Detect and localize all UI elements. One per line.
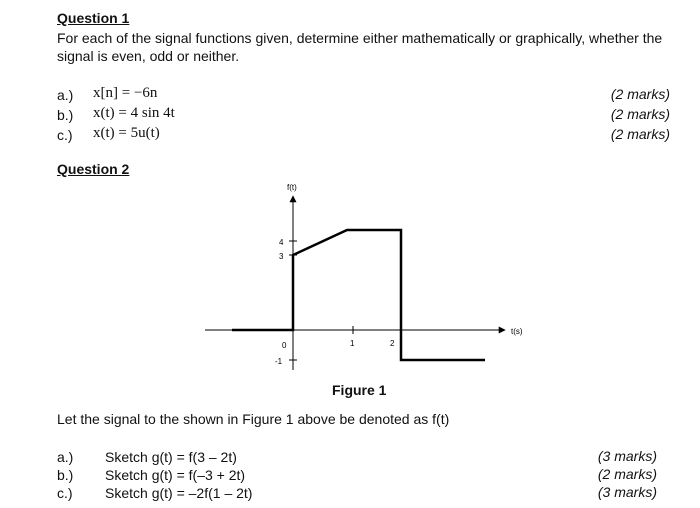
x-tick-label-1: 1 [350, 339, 355, 348]
x-tick-label-0: 0 [282, 341, 287, 350]
q2-part-a-marks: (3 marks) [597, 448, 657, 464]
x-axis-label: t(s) [511, 327, 523, 336]
series-line-f-of-t [232, 230, 485, 360]
q1-part-a-marks: (2 marks) [610, 86, 670, 102]
x-tick-label-2: 2 [390, 339, 395, 348]
q2-part-b-marks: (2 marks) [597, 466, 657, 482]
q1-intro-line2: signal is even, odd or neither. [57, 48, 240, 64]
q1-part-a-label: a.) [57, 87, 74, 103]
q2-part-a-text: Sketch g(t) = f(3 – 2t) [105, 449, 237, 465]
q2-part-b-label: b.) [57, 467, 74, 483]
q2-part-b-text: Sketch g(t) = f(–3 + 2t) [105, 467, 246, 483]
q1-part-b-expr: x(t) = 4 sin 4t [93, 105, 175, 121]
figure-caption: Figure 1 [332, 382, 387, 398]
q2-part-c-label: c.) [57, 485, 73, 501]
q1-intro-line1: For each of the signal functions given, determine either mathematically or graphically, whether the [57, 30, 663, 46]
y-tick-label-4: 4 [279, 238, 284, 247]
q1-part-c-marks: (2 marks) [610, 126, 670, 142]
y-tick-label-3: 3 [279, 252, 284, 261]
q2-part-c-text: Sketch g(t) = –2f(1 – 2t) [105, 485, 253, 501]
y-axis-label: f(t) [287, 183, 297, 192]
q2-description: Let the signal to the shown in Figure 1 above be denoted as f(t) [57, 411, 450, 427]
q2-title: Question 2 [57, 161, 130, 177]
y-tick-label-minus1: -1 [275, 357, 283, 366]
q1-part-c-expr: x(t) = 5u(t) [93, 125, 160, 141]
q1-part-a-expr: x[n] = −6n [93, 85, 158, 101]
q1-part-b-label: b.) [57, 107, 74, 123]
q1-part-c-label: c.) [57, 127, 73, 143]
q2-part-c-marks: (3 marks) [597, 484, 657, 500]
q1-part-b-marks: (2 marks) [610, 106, 670, 122]
q2-part-a-label: a.) [57, 449, 74, 465]
q1-title: Question 1 [57, 10, 130, 26]
